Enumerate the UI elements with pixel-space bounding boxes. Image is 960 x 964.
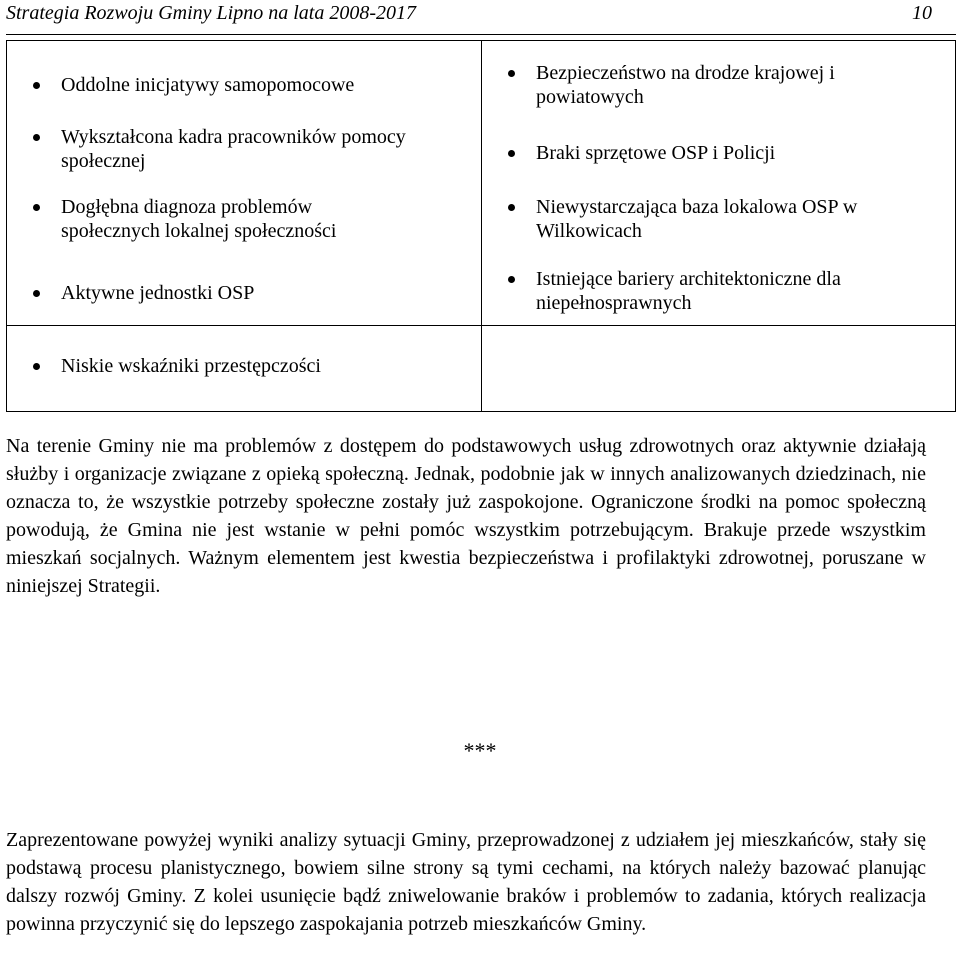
list-item: [61, 195, 411, 243]
list-item: [61, 73, 471, 97]
swot-table: [6, 40, 956, 412]
list-item-text: Dogłębna diagnoza problemów społecznych lokalnej społeczności: [61, 196, 337, 242]
list-item-text: Bezpieczeństwo na drodze krajowej i powiatowych: [536, 62, 835, 108]
list-item-text: Niskie wskaźniki przestępczości: [61, 355, 321, 377]
header-divider: [6, 34, 956, 35]
bullet-icon: [508, 70, 515, 77]
page-header: [6, 0, 956, 34]
list-item: [536, 141, 936, 165]
section-separator: ***: [463, 738, 497, 763]
list-item-text: Braki sprzętowe OSP i Policji: [536, 142, 776, 164]
list-item: [536, 267, 936, 315]
list-item: [61, 354, 471, 378]
list-item: [61, 125, 421, 173]
bullet-icon: [33, 204, 40, 211]
list-item-text: Wykształcona kadra pracowników pomocy społecznej: [61, 126, 406, 172]
bullet-icon: [33, 82, 40, 89]
bullet-icon: [33, 134, 40, 141]
list-item: [536, 61, 916, 109]
swot-cell-opportunities: [6, 325, 482, 412]
paragraph-conclusion: Zaprezentowane powyżej wyniki analizy sytuacji Gminy, przeprowadzonej z udziałem jej mieszkańców, stały się podstawą procesu planistycznego, bowiem silne strony są tymi cechami, na których należy bazować planując dalszy rozwój Gminy. Z kolei usunięcie bądź zniwelowanie braków i problemów to zadania, których realizacja powinna przyczynić się do lepszego zaspokajania potrzeb mieszkańców Gminy.: [6, 829, 926, 935]
list-item: [536, 195, 936, 243]
bullet-icon: [508, 150, 515, 157]
swot-cell-weaknesses: [481, 40, 956, 326]
list-item-text: Oddolne inicjatywy samopomocowe: [61, 74, 355, 96]
bullet-icon: [508, 204, 515, 211]
list-item-text: Aktywne jednostki OSP: [61, 282, 255, 304]
page-number: 10: [912, 2, 932, 24]
bullet-icon: [33, 290, 40, 297]
paragraph-summary: Na terenie Gminy nie ma problemów z dostępem do podstawowych usług zdrowotnych oraz aktywnie działają służby i organizacje związane z opieką społeczną. Jednak, podobnie jak w innych analizowanych dziedzinach, nie oznacza to, że wszystkie potrzeby społeczne zostały już zaspokojone. Ograniczone środki na pomoc społeczną powodują, że Gmina nie jest wstanie w pełni pomóc wszystkim potrzebującym. Brakuje przede wszystkim mieszkań socjalnych. Ważnym elementem jest kwestia bezpieczeństwa i profilaktyki zdrowotnej, poruszane w niniejszej Strategii.: [6, 435, 926, 597]
document-title: Strategia Rozwoju Gminy Lipno na lata 2008-2017: [6, 2, 416, 24]
list-item: [61, 281, 471, 305]
list-item-text: Istniejące bariery architektoniczne dla niepełnosprawnych: [536, 268, 841, 314]
list-item-text: Niewystarczająca baza lokalowa OSP w Wilkowicach: [536, 196, 858, 242]
bullet-icon: [508, 276, 515, 283]
swot-cell-threats: [481, 325, 956, 412]
bullet-icon: [33, 363, 40, 370]
swot-cell-strengths: [6, 40, 482, 326]
